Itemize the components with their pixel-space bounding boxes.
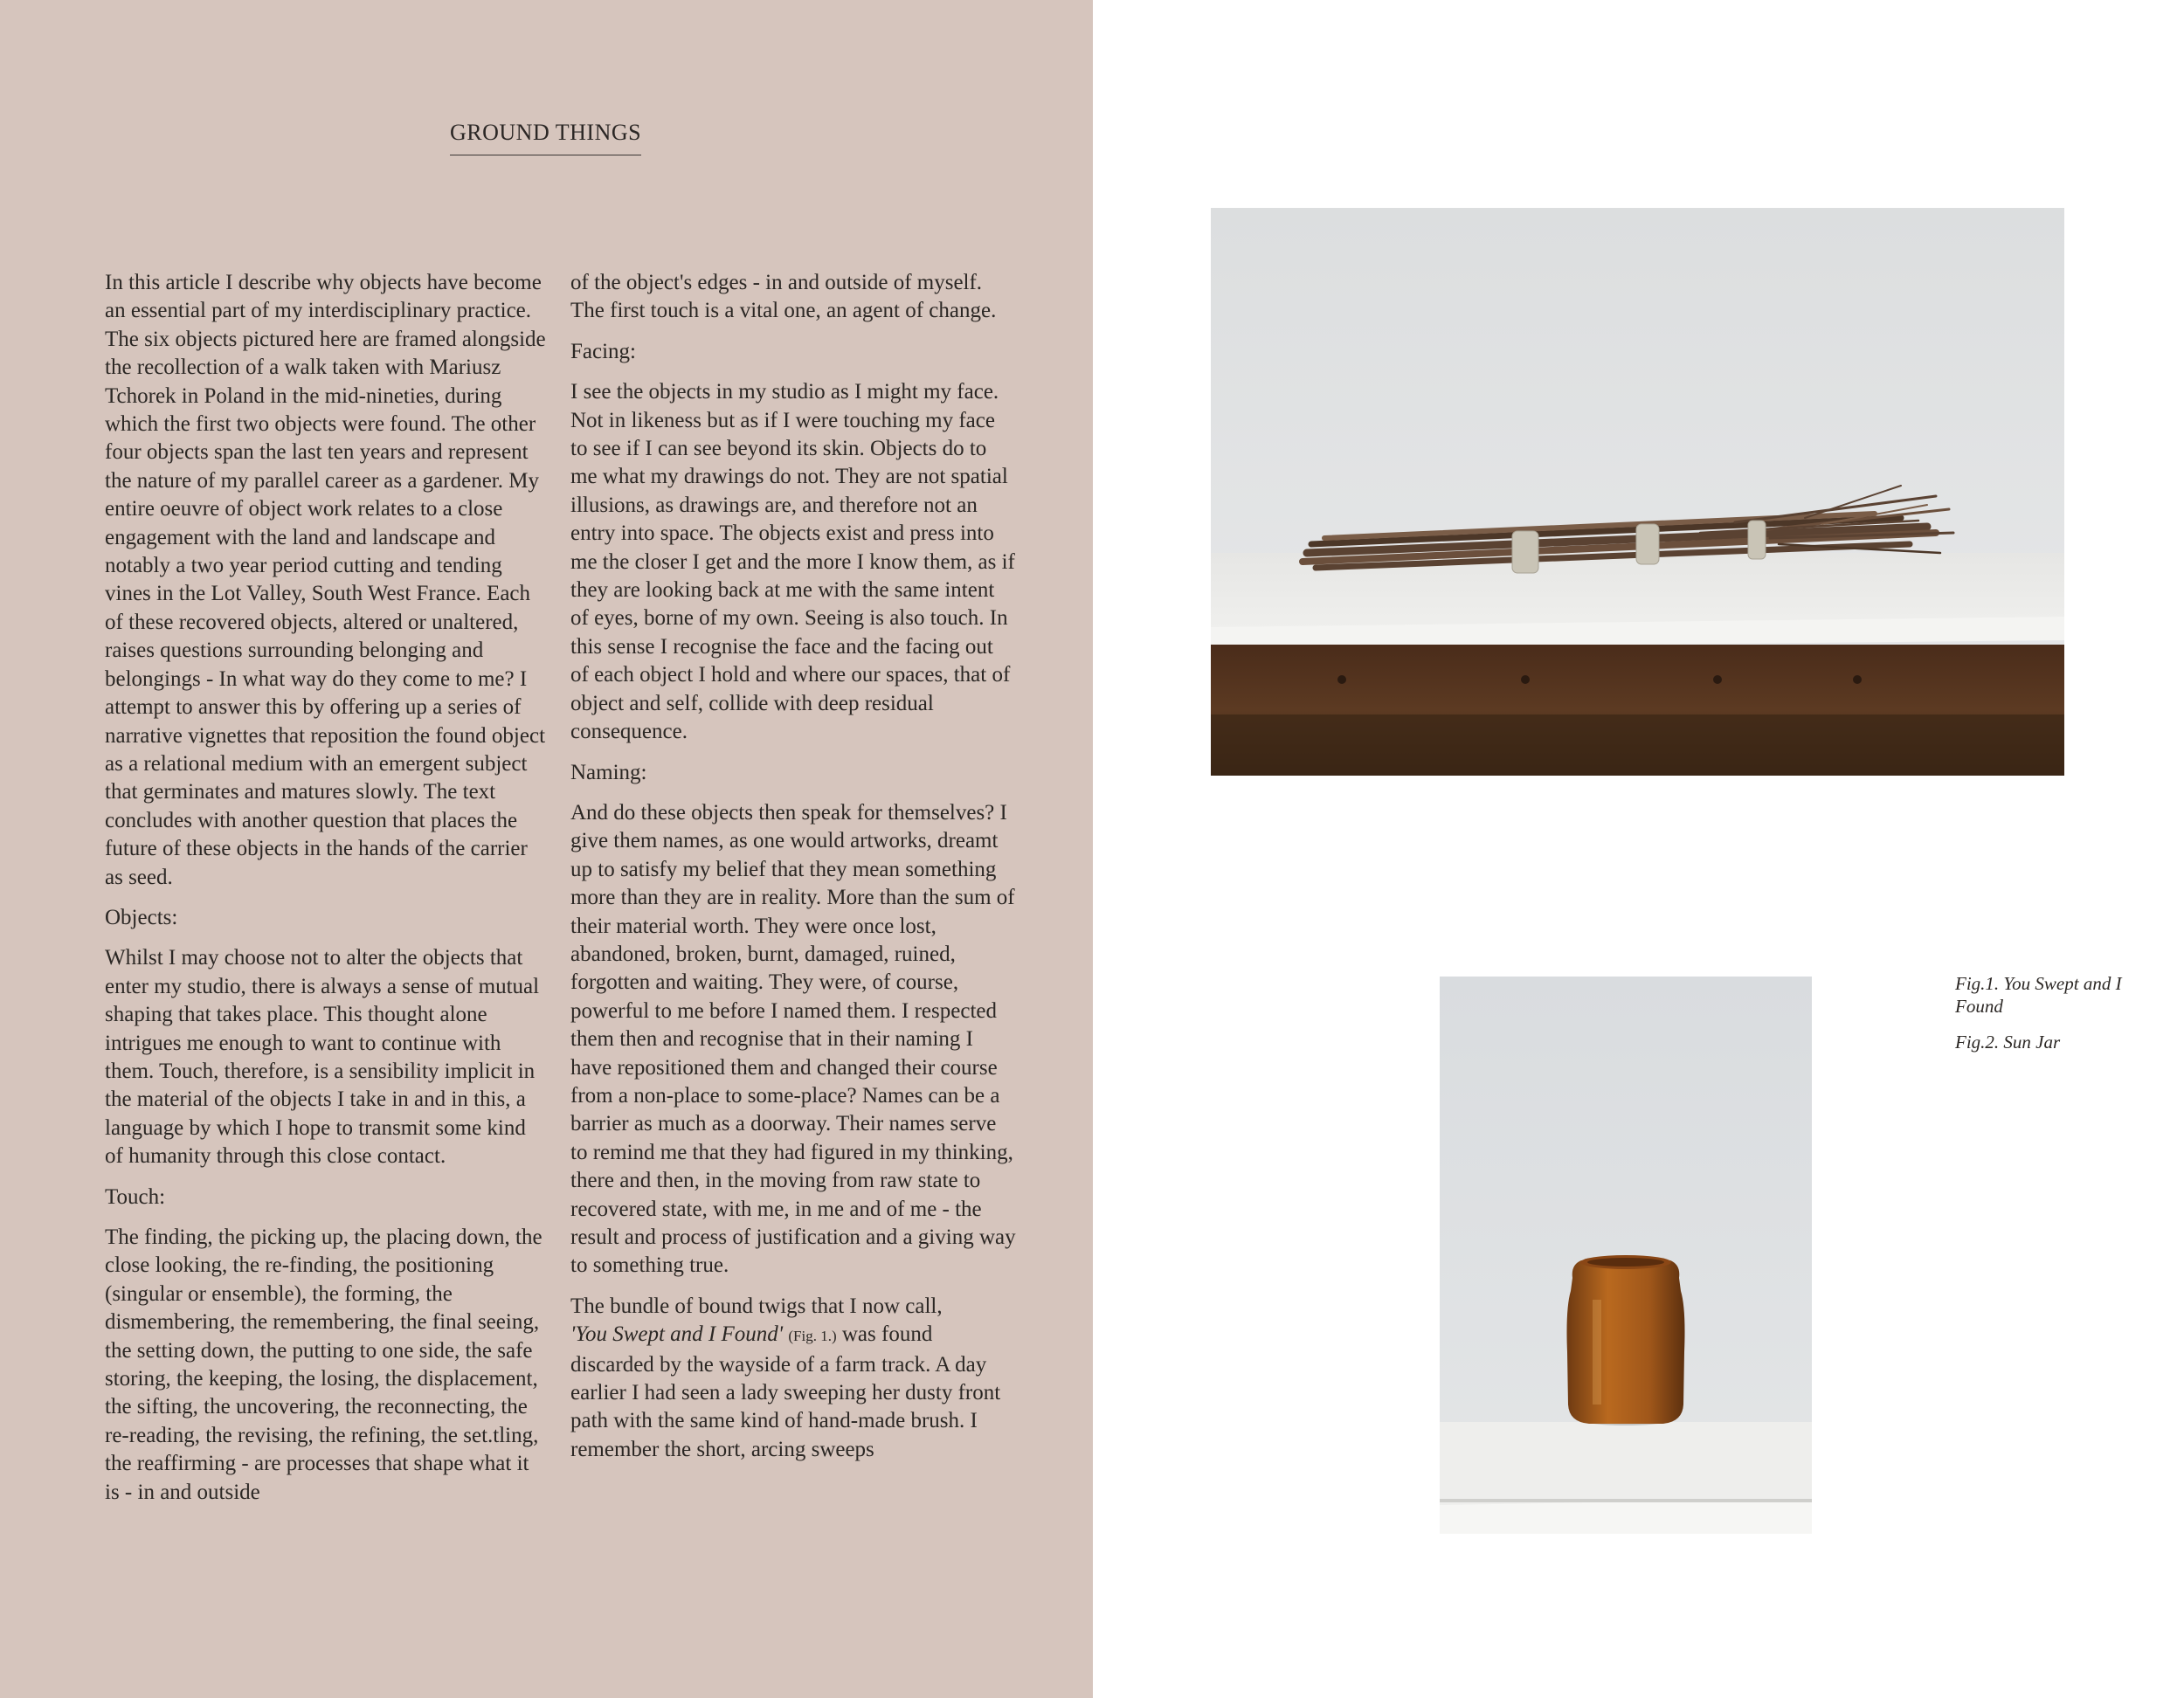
paragraph-bundle [570, 1293, 1016, 1464]
figure-reference: (Fig. 1.) [788, 1328, 837, 1345]
twig-bundle-photo [1211, 208, 2064, 776]
paragraph-continuation: of the object's edges - in and outside of myself. The first touch is a vital one, an agent of change. [570, 271, 997, 323]
text-column-1 [105, 269, 546, 1519]
paragraph-touch: The finding, the picking up, the placing down, the close looking, the re-finding, the positioning (singular or ensemble), the forming, the dismembering, the remembering, the final seeing, the setting down, the putting to one side, the safe storing, the keeping, the losing, the displacement, the sifting, the uncovering, the reconnecting, the re-reading, the revising, the refining, the set.tling, the reaffirming - are processes that shape what it is - in and outside [105, 1225, 543, 1504]
paragraph-objects: Whilst I may choose not to alter the objects that enter my studio, there is always a sense of mutual shaping that takes place. This thought alone intrigues me enough to want to continue with them. Touch, therefore, is a sensibility implicit in the material of the objects I take in and in this, a language by which I hope to transmit some kind of humanity through this close contact. [105, 946, 540, 1169]
caption-fig-2: Fig.2. Sun Jar [1955, 1032, 2061, 1053]
artwork-title: 'You Swept and I Found' [570, 1322, 784, 1347]
paragraph-naming: And do these objects then speak for themselves? I give them names, as one would artworks, dreamt up to satisfy my belief that they mean something more than they are in reality. More than the sum of their material worth. They were once lost, abandoned, broken, burnt, damaged, ruined, forgotten and waiting. They were, of course, powerful to me before I named them. I respected them then and recognise that in their naming I have repositioned them and changed their course from a non-place to some-place? Names can be a barrier as much as a doorway. Their names serve to remind me that they had figured in my thinking, there and then, in the moving from raw state to recovered state, with me, in me and of me - the result and process of justification and a giving way to something true. [570, 800, 1016, 1278]
heading-touch: Touch: [105, 1184, 166, 1209]
bundle-text-end: was found discarded by the wayside of a farm track. A day earlier I had seen a lady sweeping her dusty front path with the same kind of hand-made brush. I remember the short, arcing sweeps [570, 1322, 1001, 1461]
sun-jar-photo [1440, 977, 1812, 1534]
paragraph-facing: I see the objects in my studio as I might my face. Not in likeness but as if I were touching my face to see if I can see beyond its skin. Objects do to me what my drawings do not. They are not spatial illusions, as drawings are, and therefore not an entry into space. The objects exist and press into me the closer I get and the more I know them, as if they are looking back at me with the same intent of eyes, borne of my own. Seeing is also touch. In this sense I recognise the face and the facing out of each object I hold and where our spaces, that of object and self, collide with deep residual consequence. [570, 380, 1015, 744]
heading-facing: Facing: [570, 339, 636, 363]
heading-naming: Naming: [570, 760, 647, 784]
heading-objects: Objects: [105, 905, 178, 929]
text-column-2 [570, 269, 1016, 1476]
bundle-text-start: The bundle of bound twigs that I now call, [570, 1294, 943, 1318]
page-title: GROUND THINGS [450, 120, 641, 155]
paragraph-intro: In this article I describe why objects have become an essential part of my interdisciplinary practice. The six objects pictured here are framed alongside the recollection of a walk taken with Mariusz Tchorek in Poland in the mid-nineties, during which the first two objects were found. The other four objects span the last ten years and represent the nature of my parallel career as a gardener. My entire oeuvre of object work relates to a close engagement with the land and landscape and notably a two year period cutting and tending vines in the Lot Valley, South West France. Each of these recovered objects, altered or unaltered, raises questions surrounding belonging and belongings - In what way do they come to me? I attempt to answer this by offering up a series of narrative vignettes that reposition the found object as a relational medium with an emergent subject that germinates and matures slowly. The text concludes with another question that places the future of these objects in the hands of the carrier as seed. [105, 271, 546, 889]
caption-fig-1: Fig.1. You Swept and I Found [1955, 973, 2122, 1017]
